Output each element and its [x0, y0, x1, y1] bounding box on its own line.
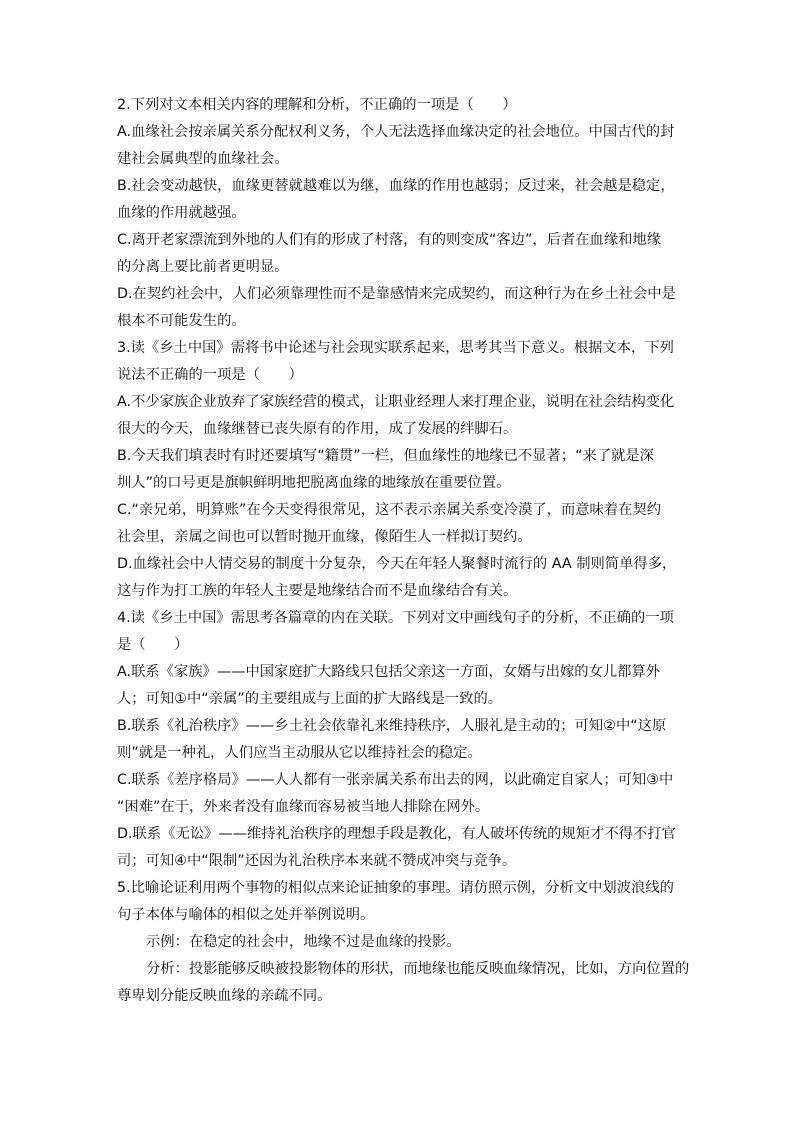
- option-c: [117, 767, 677, 821]
- document-page: [117, 92, 690, 1010]
- option-a: [117, 659, 677, 713]
- option-text: 的分离上要比前者更明显。: [117, 259, 289, 275]
- option-text: C.“亲兄弟，明算账”在今天变得很常见，这不表示亲属关系变冷漠了，而意味着在契约: [117, 502, 662, 518]
- option-b: [117, 443, 677, 497]
- option-text: 很大的今天，血缘继替已丧失原有的作用，成了发展的绊脚石。: [117, 421, 518, 437]
- option-d: [117, 551, 677, 605]
- example-line: [117, 929, 677, 956]
- option-text: D.血缘社会中人情交易的制度十分复杂，今天在年轻人聚餐时流行的 AA 制则简单得多，: [117, 556, 677, 572]
- option-text: 这与作为打工族的年轻人主要是地缘结合而不是血缘结合有关。: [117, 583, 518, 599]
- question-5: [117, 875, 690, 1010]
- option-b: [117, 173, 677, 227]
- question-stem: 句子本体与喻体的相似之处并举例说明。: [117, 907, 375, 923]
- option-text: A.联系《家族》——中国家庭扩大路线只包括父亲这一方面，女婿与出嫁的女儿都算外: [117, 664, 661, 680]
- option-text: B.社会变动越快，血缘更替就越难以为继，血缘的作用也越弱；反过来，社会越是稳定，: [117, 178, 675, 194]
- option-d: [117, 281, 677, 335]
- option-c: [117, 497, 677, 551]
- question-stem: 3.读《乡土中国》需将书中论述与社会现实联系起来，思考其当下意义。根据文本，下列: [117, 340, 674, 356]
- option-b: [117, 713, 677, 767]
- question-stem: 5.比喻论证利用两个事物的相似点来论证抽象的事理。请仿照示例，分析文中划波浪线的: [117, 880, 674, 896]
- option-text: “困难”在于，外来者没有血缘而容易被当地人排除在网外。: [117, 799, 490, 815]
- question-4: [117, 605, 677, 875]
- option-text: 则”就是一种礼，人们应当主动服从它以维持社会的稳定。: [117, 745, 482, 761]
- analysis-line: 尊卑划分能反映血缘的亲疏不同。: [117, 988, 332, 1004]
- option-c: [117, 227, 677, 281]
- option-text: 建社会属典型的血缘社会。: [117, 151, 289, 167]
- option-text: 司；可知④中“限制”还因为礼治秩序本来就不赞成冲突与竞争。: [117, 853, 517, 869]
- option-text: 社会里，亲属之间也可以暂时抛开血缘，像陌生人一样拟订契约。: [117, 529, 532, 545]
- example-text: 在稳定的社会中，地缘不过是血缘的投影。: [188, 934, 461, 950]
- option-text: 圳人”的口号更是旗帜鲜明地把脱离血缘的地缘放在重要位置。: [117, 475, 511, 491]
- option-text: B.今天我们填表时有时还要填写“籍贯”一栏，但血缘性的地缘已不显著；“来了就是深: [117, 448, 654, 464]
- question-3: [117, 335, 677, 605]
- option-text: A.血缘社会按亲属关系分配权利义务，个人无法选择血缘决定的社会地位。中国古代的封: [117, 124, 675, 140]
- question-stem: 4.读《乡土中国》需思考各篇章的内在关联。下列对文中画线句子的分析，不正确的一项: [117, 610, 674, 626]
- analysis-line: 分析：投影能够反映被投影物体的形状，而地缘也能反映血缘情况，比如，方向位置的: [146, 961, 690, 977]
- option-text: A.不少家族企业放弃了家族经营的模式，让职业经理人来打理企业，说明在社会结构变化: [117, 394, 675, 410]
- option-d: [117, 821, 677, 875]
- question-stem: 说法不正确的一项是（ ）: [117, 367, 303, 383]
- question-stem: 是（ ）: [117, 637, 189, 653]
- option-text: D.联系《无讼》——维持礼治秩序的理想手段是教化，有人破坏传统的规矩才不得不打官: [117, 826, 676, 842]
- option-text: C.离开老家漂流到外地的人们有的形成了村落，有的则变成“客边”，后者在血缘和地缘: [117, 232, 662, 248]
- option-text: 人；可知①中“亲属”的主要组成与上面的扩大路线是一致的。: [117, 691, 503, 707]
- option-text: D.在契约社会中，人们必须靠理性而不是靠感情来完成契约，而这种行为在乡土社会中是: [117, 286, 676, 302]
- option-a: [117, 119, 677, 173]
- option-text: 血缘的作用就越强。: [117, 205, 246, 221]
- question-stem: 2.下列对文本相关内容的理解和分析，不正确的一项是（ ）: [117, 97, 517, 113]
- option-a: [117, 389, 677, 443]
- option-text: C.联系《差序格局》——人人都有一张亲属关系布出去的网，以此确定自家人；可知③中: [117, 772, 674, 788]
- question-2: [117, 92, 677, 335]
- option-text: 根本不可能发生的。: [117, 313, 246, 329]
- example-label: 示例：: [146, 934, 189, 950]
- option-text: B.联系《礼治秩序》——乡土社会依靠礼来维持秩序，人服礼是主动的；可知②中“这原: [117, 718, 667, 734]
